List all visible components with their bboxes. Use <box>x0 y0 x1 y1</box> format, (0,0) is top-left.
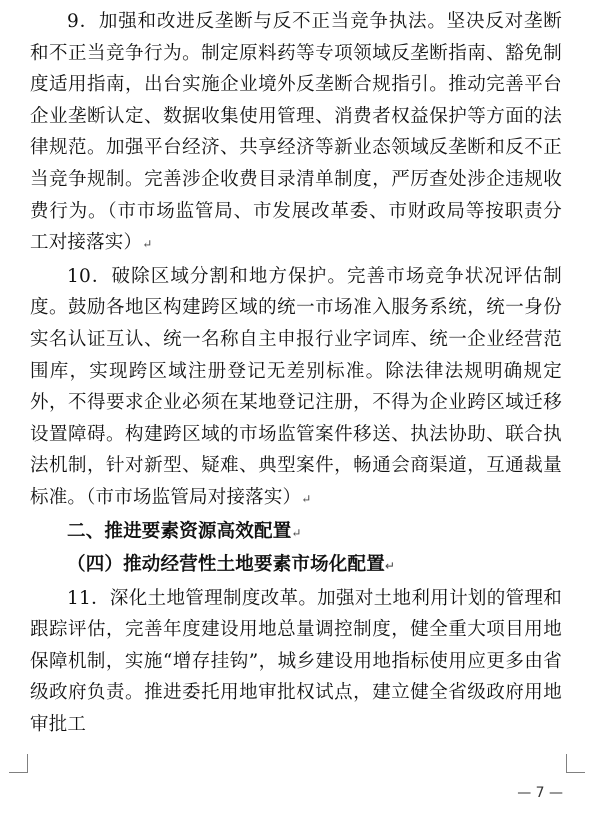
paragraph-mark-icon: ↵ <box>142 237 153 252</box>
crop-mark-bottom-left-icon <box>9 754 28 773</box>
paragraph-mark-icon: ↵ <box>291 525 302 540</box>
paragraph-mark-icon: ↵ <box>301 491 312 506</box>
paragraph-10-text: 10．破除区域分割和地方保护。完善市场竞争状况评估制度。鼓励各地区构建跨区域的统一市场准入服务系统，统一身份实名认证互认、统一名称自主申报行业字词库、统一企业经营范围库，实现跨区域注册登记无差别标准。除法律法规明确规定外，不得要求企业必须在某地登记注册，不得为企业跨区域迁移设置障碍。构建跨区域的市场监管案件移送、执法协助、联合执法机制，针对新型、疑难、典型案件，畅通会商渠道，互通裁量标准。（市市场监管局对接落实） <box>30 265 562 508</box>
paragraph-10 <box>30 261 562 516</box>
section-heading-text: 二、推进要素资源高效配置 <box>67 520 292 542</box>
paragraph-mark-icon: ↵ <box>384 559 396 574</box>
paragraph-9 <box>30 6 562 261</box>
document-body <box>30 6 562 741</box>
paragraph-11-text: 11．深化土地管理制度改革。加强对土地利用计划的管理和跟踪评估，完善年度建设用地总量调控制度，健全重大项目用地保障机制，实施“增存挂钩”，城乡建设用地指标使用应更多由省级政府负责。推进委托用地审批权试点，建立健全省级政府用地审批工 <box>30 587 562 736</box>
paragraph-9-text: 9．加强和改进反垄断与反不正当竞争执法。坚决反对垄断和不正当竞争行为。制定原料药等专项领域反垄断指南、豁免制度适用指南，出台实施企业境外反垄断合规指引。推动完善平台企业垄断认定、数据收集使用管理、消费者权益保护等方面的法律规范。加强平台经济、共享经济等新业态领域反垄断和反不正当竞争规制。完善涉企收费目录清单制度，严厉查处涉企违规收费行为。（市市场监管局、市发展改革委、市财政局等按职责分工对接落实） <box>30 11 562 254</box>
page-number: — 7 — <box>517 785 563 801</box>
crop-mark-bottom-right-icon <box>566 754 585 773</box>
subsection-heading <box>30 549 562 583</box>
paragraph-11 <box>30 583 562 741</box>
subsection-heading-text: （四）推动经营性土地要素市场化配置 <box>67 554 385 576</box>
section-heading <box>30 516 562 550</box>
